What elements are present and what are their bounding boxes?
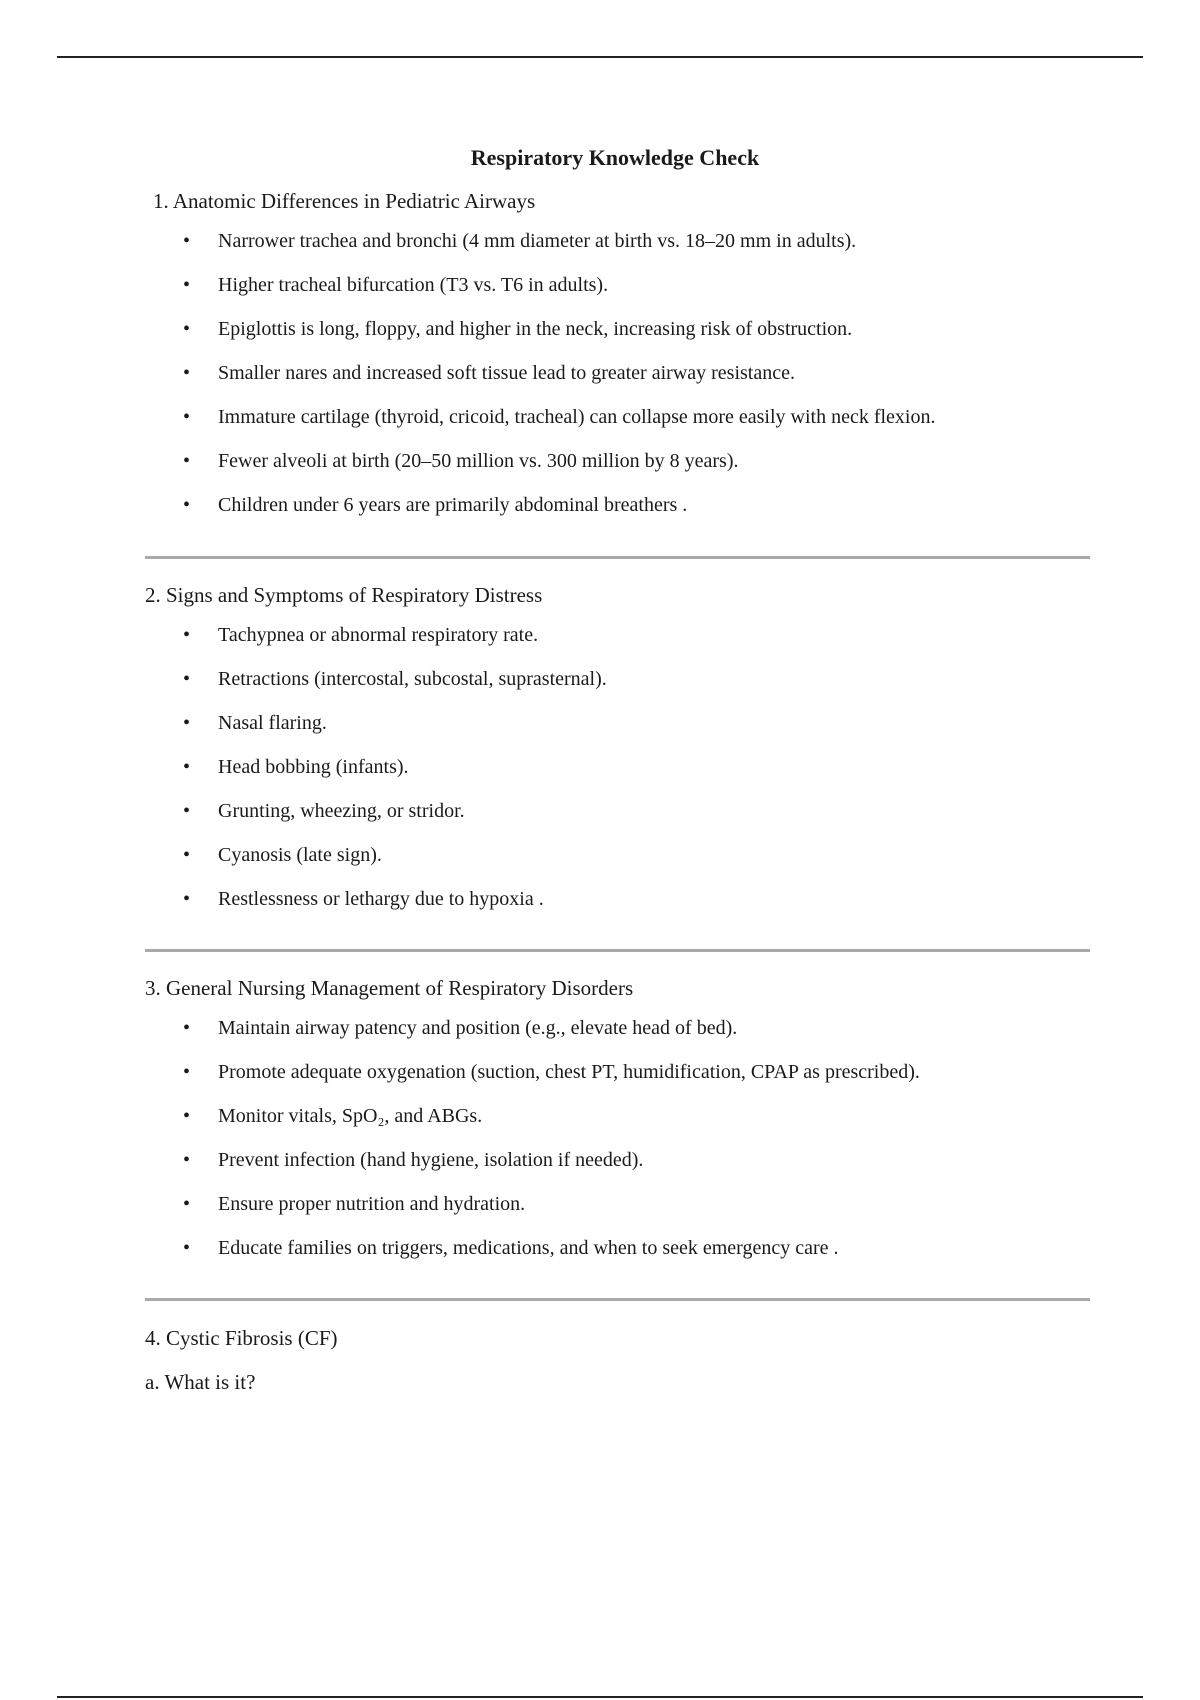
section-anatomic-differences [145,188,1095,518]
section-heading: 1. Anatomic Differences in Pediatric Airways [153,189,536,213]
bullet-icon: • [183,230,191,252]
list-item [145,1191,1095,1217]
list-item-text: Ensure proper nutrition and hydration. [218,1193,526,1215]
bullet-icon: • [183,1149,191,1171]
list-item-text: Children under 6 years are primarily abdominal breathers . [218,494,688,516]
list-item [145,754,1095,780]
bullet-icon: • [183,1105,191,1127]
list-item-text: Restlessness or lethargy due to hypoxia . [218,888,544,910]
section-heading: 3. General Nursing Management of Respiratory Disorders [145,976,634,1000]
list-item [145,448,1095,474]
section-nursing-management [145,975,1095,1261]
section-heading-cystic-fibrosis: 4. Cystic Fibrosis (CF) [145,1326,338,1350]
bullet-list [145,1015,1095,1261]
bullet-icon: • [183,800,191,822]
list-item [145,1103,1095,1129]
bullet-icon: • [183,274,191,296]
section-respiratory-distress [145,582,1095,912]
list-item [145,228,1095,254]
bullet-icon: • [183,1237,191,1259]
list-item-text: Immature cartilage (thyroid, cricoid, tracheal) can collapse more easily with neck flexion. [218,406,936,428]
bullet-icon: • [183,450,191,472]
list-item-text: Epiglottis is long, floppy, and higher in the neck, increasing risk of obstruction. [218,318,853,340]
list-item [145,798,1095,824]
list-item-text: Maintain airway patency and position (e.g., elevate head of bed). [218,1017,738,1039]
list-item [145,842,1095,868]
section-heading: 2. Signs and Symptoms of Respiratory Distress [145,583,543,607]
bullet-icon: • [183,668,191,690]
bullet-icon: • [183,1017,191,1039]
list-item [145,316,1095,342]
list-item-text: Head bobbing (infants). [218,756,409,778]
page-bottom-rule [57,1696,1143,1698]
list-item [145,360,1095,386]
list-item-text: Tachypnea or abnormal respiratory rate. [218,624,539,646]
bullet-icon: • [183,844,191,866]
section-divider [145,556,1090,559]
page-top-rule [57,56,1143,58]
list-item [145,272,1095,298]
list-item [145,886,1095,912]
list-item-text: Smaller nares and increased soft tissue lead to greater airway resistance. [218,362,795,384]
list-item [145,404,1095,430]
list-item [145,710,1095,736]
list-item [145,1059,1095,1085]
list-item-text: Cyanosis (late sign). [218,844,382,866]
bullet-icon: • [183,1193,191,1215]
list-item [145,1147,1095,1173]
list-item-text: Promote adequate oxygenation (suction, chest PT, humidification, CPAP as prescribed). [218,1061,920,1083]
bullet-icon: • [183,712,191,734]
list-item-text: Educate families on triggers, medications, and when to seek emergency care . [218,1237,839,1259]
list-item-text: Higher tracheal bifurcation (T3 vs. T6 in adults). [218,274,609,296]
list-item [145,666,1095,692]
bullet-list [145,622,1095,912]
list-item-text: Prevent infection (hand hygiene, isolation if needed). [218,1149,644,1171]
list-item [145,1235,1095,1261]
list-item [145,622,1095,648]
bullet-icon: • [183,406,191,428]
list-item-text: Monitor vitals, SpO₂, and ABGs. [218,1105,483,1127]
list-item-text: Grunting, wheezing, or stridor. [218,800,465,822]
list-item [145,492,1095,518]
bullet-icon: • [183,624,191,646]
bullet-icon: • [183,494,191,516]
list-item-text: Nasal flaring. [218,712,327,734]
list-item-text: Fewer alveoli at birth (20–50 million vs. 300 million by 8 years). [218,450,739,472]
list-item-text: Narrower trachea and bronchi (4 mm diameter at birth vs. 18–20 mm in adults). [218,230,857,252]
bullet-icon: • [183,888,191,910]
bullet-icon: • [183,1061,191,1083]
bullet-icon: • [183,318,191,340]
section-divider [145,1298,1090,1301]
bullet-icon: • [183,756,191,778]
bullet-list [145,228,1095,518]
subheading-what-is-it: a. What is it? [145,1370,256,1394]
list-item-text: Retractions (intercostal, subcostal, suprasternal). [218,668,607,690]
document-title: Respiratory Knowledge Check [470,145,760,170]
section-divider [145,949,1090,952]
bullet-icon: • [183,362,191,384]
list-item [145,1015,1095,1041]
